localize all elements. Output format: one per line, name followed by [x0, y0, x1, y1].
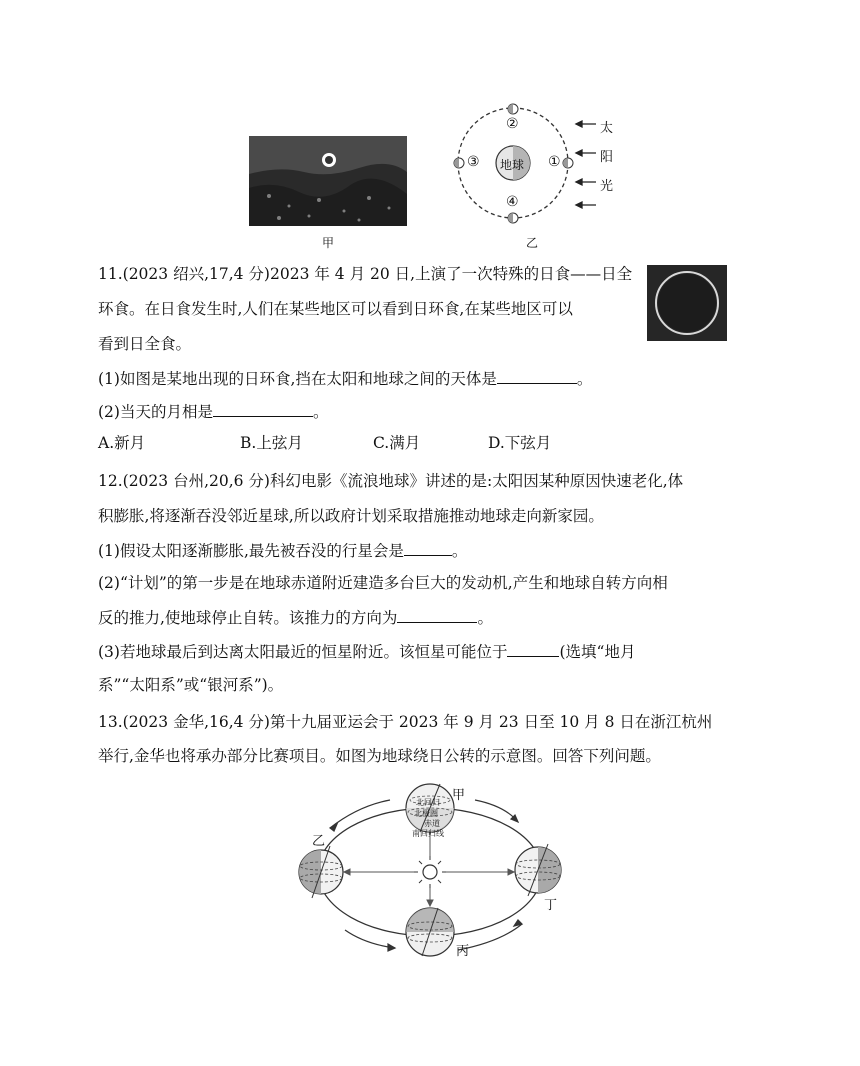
q11-sub2-blank[interactable]	[213, 401, 313, 417]
sunlight-label-2: 阳	[600, 150, 614, 165]
q12-sub3-blank[interactable]	[507, 641, 559, 657]
q11-option-a[interactable]: A.新月	[98, 434, 146, 452]
globe-text-1: 北回归	[416, 798, 440, 807]
annular-eclipse-image	[647, 265, 727, 341]
q12-sub3-end: (选填“地月	[559, 643, 636, 661]
position-4: ④	[506, 194, 519, 210]
q12-sub1	[98, 540, 467, 561]
orbit-label-bing: 丙	[456, 944, 470, 959]
position-1: ①	[548, 154, 561, 170]
q11-option-c[interactable]: C.满月	[373, 434, 421, 452]
q11-sub2-end: 。	[312, 403, 329, 421]
q12-line2: 积膨胀,将逐渐吞没邻近星球,所以政府计划采取措施推动地球走向新家园。	[98, 507, 604, 525]
q13-line1: 13.(2023 金华,16,4 分)第十九届亚运会于 2023 年 9 月 23 日至 10 月 8 日在浙江杭州	[98, 713, 713, 731]
q12-sub2-line1: (2)“计划”的第一步是在地球赤道附近建造多台巨大的发动机,产生和地球自转方向相	[98, 574, 668, 592]
orbit-label-yi: 乙	[312, 834, 326, 849]
q11-sub2-text: (2)当天的月相是	[98, 403, 213, 421]
q11-sub2	[98, 401, 328, 422]
sunlight-arrows	[574, 116, 600, 216]
q11-line1: 11.(2023 绍兴,17,4 分)2023 年 4 月 20 日,上演了一次特殊的日食——日全	[98, 265, 633, 283]
solar-eclipse-photo	[249, 136, 407, 226]
q11-line2: 环食。在日食发生时,人们在某些地区可以看到日环食,在某些地区可以	[98, 300, 573, 318]
globe-text-4: 南回归线	[412, 829, 444, 838]
q12-sub3	[98, 641, 635, 662]
q11-option-d[interactable]: D.下弦月	[488, 434, 552, 452]
q12-sub1-blank[interactable]	[404, 540, 452, 556]
sunlight-label-1: 太	[600, 121, 614, 136]
q12-line1: 12.(2023 台州,20,6 分)科幻电影《流浪地球》讲述的是:太阳因某种原因快速老化,体	[98, 472, 684, 490]
q12-sub3-text: (3)若地球最后到达离太阳最近的恒星附近。该恒星可能位于	[98, 643, 508, 661]
q12-sub2-text: 反的推力,使地球停止自转。该推力的方向为	[98, 609, 398, 627]
q12-sub1-text: (1)假设太阳逐渐膨胀,最先被吞没的行星会是	[98, 542, 404, 560]
q11-option-b[interactable]: B.上弦月	[240, 434, 303, 452]
q12-sub1-end: 。	[451, 542, 468, 560]
position-3: ③	[467, 154, 480, 170]
q11-sub1	[98, 368, 592, 389]
q12-sub2-end: 。	[477, 609, 493, 627]
q12-sub2-line2	[98, 607, 493, 628]
q12-sub3-line2: 系”“太阳系”或“银河系”)。	[98, 676, 284, 694]
orbit-label-ding: 丁	[544, 898, 558, 913]
globe-text-2: 北极圈	[414, 809, 438, 818]
globe-text-3: 赤道	[424, 819, 440, 828]
orbit-label-jia: 甲	[452, 788, 466, 803]
q12-sub2-blank[interactable]	[397, 607, 477, 623]
q11-sub1-end: 。	[576, 370, 593, 388]
q11-sub1-text: (1)如图是某地出现的日环食,挡在太阳和地球之间的天体是	[98, 370, 497, 388]
q11-sub1-blank[interactable]	[497, 368, 577, 384]
position-2: ②	[506, 116, 519, 132]
sunlight-label-3: 光	[600, 179, 614, 194]
q11-line3: 看到日全食。	[98, 335, 192, 353]
q13-line2: 举行,金华也将承办部分比赛项目。如图为地球绕日公转的示意图。回答下列问题。	[98, 747, 661, 765]
diagram-caption: 乙	[526, 236, 539, 250]
photo-caption: 甲	[322, 236, 335, 250]
earth-label: 地球	[500, 158, 525, 172]
